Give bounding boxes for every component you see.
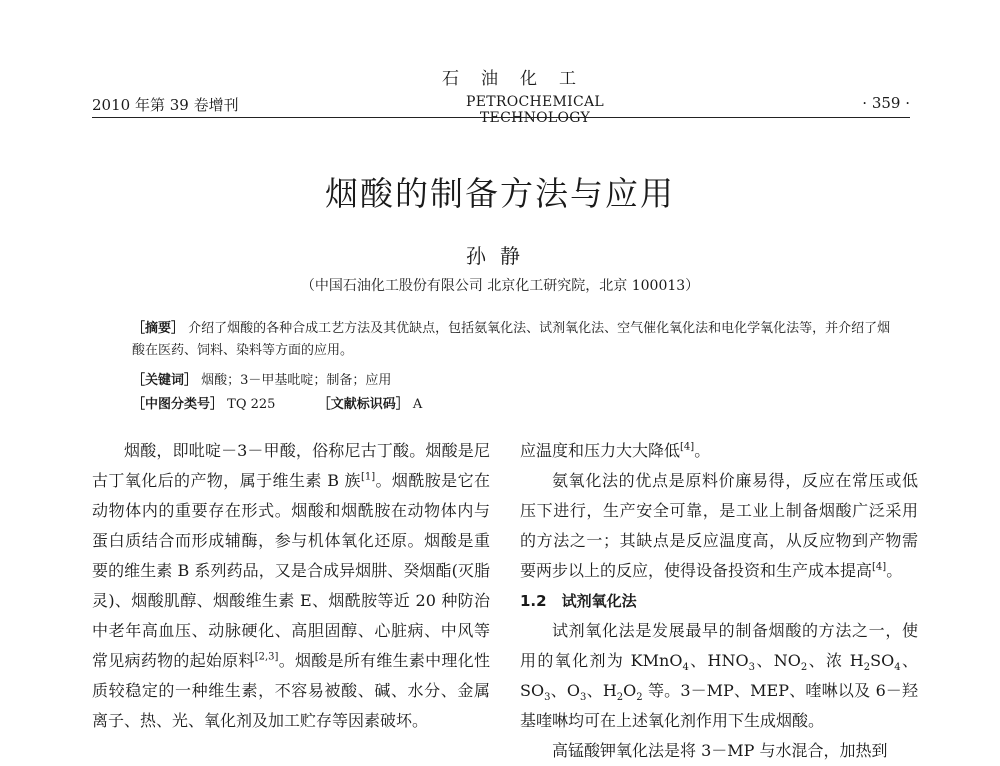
citation: [4] [872, 561, 887, 573]
abstract-text: 介绍了烟酸的各种合成工艺方法及其优缺点，包括氨氧化法、试剂氧化法、空气催化氧化法和电化学氧化法等，并介绍了烟酸在医药、饲料、染料等方面的应用。 [132, 321, 891, 358]
paragraph-intro: 烟酸，即吡啶－3－甲酸，俗称尼古丁酸。烟酸是尼古丁氧化后的产物，属于维生素 B 族[1]。烟酰胺是它在动物体内的重要存在形式。烟酸和烟酰胺在动物体内与蛋白质结合而形成辅酶，参与机体氧化还原。烟酸是重要的维生素 B 系列药品，又是合成异烟肼、癸烟酯(灭脂灵)、烟酸肌醇、烟酸维生素 E、烟酰胺等近 20 种防治中老年高血压、动脉硬化、高胆固醇、心脏病、中风等常见病药物的起始原料[2,3]。烟酸是所有维生素中理化性质较稳定的一种维生素，不容易被酸、碱、水分、金属离子、热、光、氧化剂及加工贮存等因素破坏。 [92, 441, 490, 730]
abstract [132, 318, 892, 362]
paragraph-ammoxidation: 氨氧化法的优点是原料价廉易得，反应在常压或低压下进行，生产安全可靠，是工业上制备烟酸广泛采用的方法之一；其缺点是反应温度高，从反应物到产物需要两步以上的反应，使得设备投资和生产成本提高[4]。 [520, 471, 918, 580]
keywords-label: ［关键词］ [132, 373, 198, 388]
body-column-left [92, 436, 490, 736]
issue-info: 2010 年第 39 卷增刊 [92, 96, 239, 114]
clc-code: TQ 225 [227, 397, 276, 412]
doc-code-label: ［文献标识码］ [317, 397, 409, 412]
clc-label: ［中图分类号］ [132, 397, 224, 412]
paragraph-permanganate: 高锰酸钾氧化法是将 3－MP 与水混合，加热到 [552, 741, 888, 760]
journal-title-en: PETROCHEMICAL TECHNOLOGY [465, 94, 605, 126]
header-rule [92, 117, 910, 118]
author-name: 孙静 [466, 244, 534, 268]
abstract-label: ［摘要］ [132, 321, 185, 336]
body-column-right [520, 436, 918, 766]
paragraph-continued: 应温度和压力大大降低[4]。 [520, 441, 711, 460]
keywords [132, 370, 892, 392]
page-number: · 359 · [862, 94, 910, 112]
citation: [1] [360, 471, 376, 483]
citation: [4] [680, 441, 695, 453]
author-affiliation: （中国石油化工股份有限公司 北京化工研究院，北京 100013） [300, 278, 700, 294]
article-title: 烟酸的制备方法与应用 [325, 174, 675, 213]
classification [132, 394, 892, 416]
doc-code: A [412, 397, 423, 412]
paragraph-reagent-oxidation: 试剂氧化法是发展最早的制备烟酸的方法之一，使用的氧化剂为 KMnO$_4$、$HNO_3$、$NO_2$、浓 $H_2SO_4$、$SO_3$、$O_3$、$H_2O_2$ 等。3－MP、MEP、喹啉以及 6－羟基喹啉均可在上述氧化剂作用下生成烟酸。 [520, 621, 918, 730]
section-heading: 1.2 试剂氧化法 [520, 592, 637, 610]
journal-title-cn: 石油化工 [442, 69, 598, 89]
citation: [2,3] [254, 651, 279, 663]
keywords-text: 烟酸；3－甲基吡啶；制备；应用 [201, 373, 392, 388]
